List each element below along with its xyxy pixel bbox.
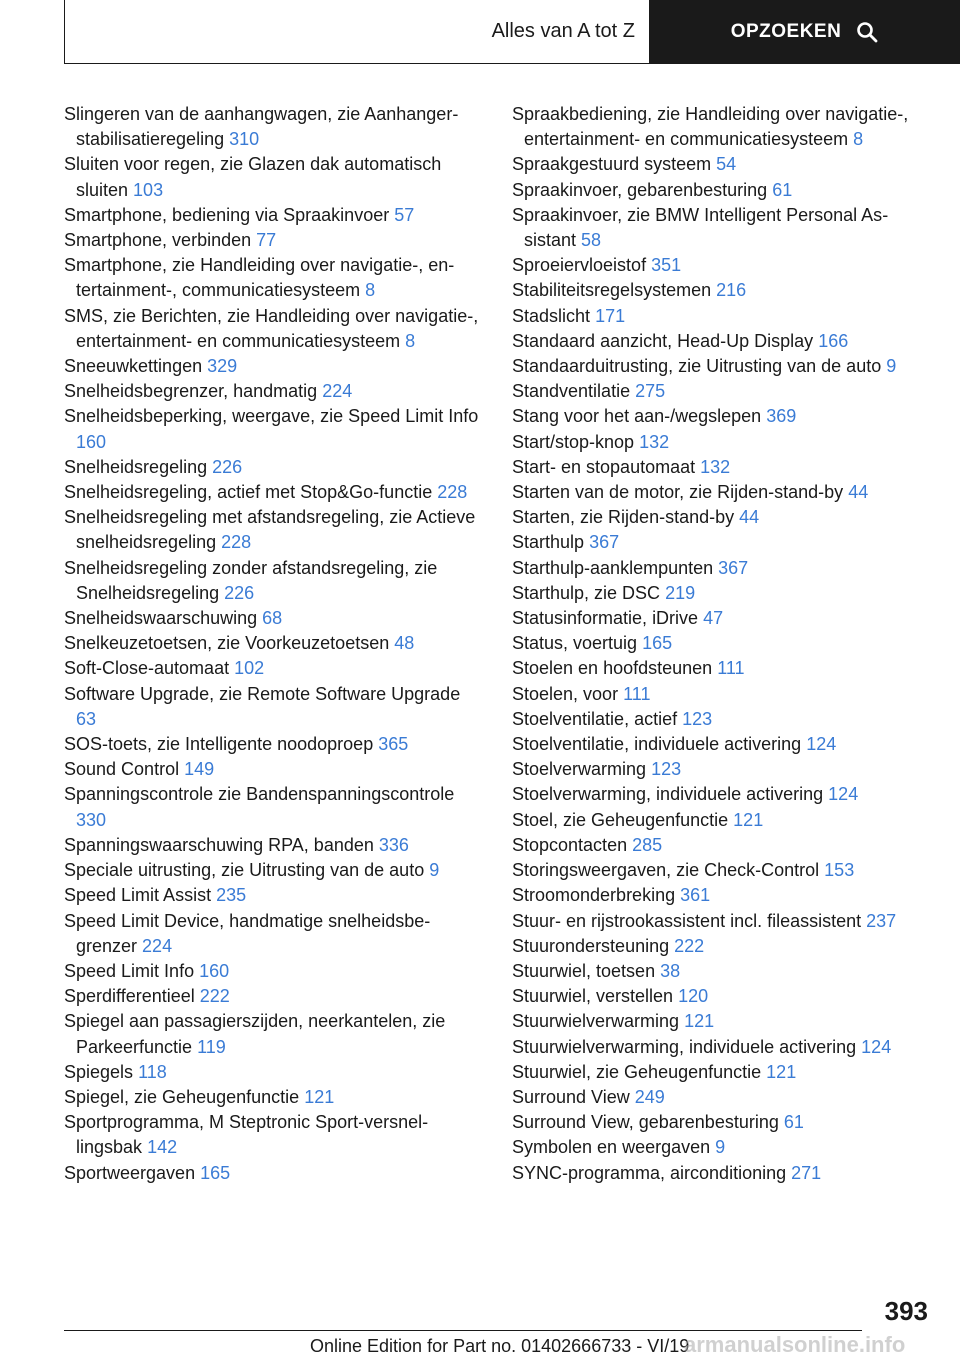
index-entry [64,1110,484,1160]
index-entry [64,480,484,505]
index-entry-text: Storingsweergaven, zie Check-Control [512,860,820,881]
index-entry [64,455,484,480]
index-entry-text: SOS-toets, zie Intelligente noodoproep [64,734,374,755]
page-reference-link[interactable]: 219 [665,582,696,603]
index-entry [512,858,932,883]
index-entry-text: Stuurwielverwarming [512,1011,680,1032]
page-reference-link[interactable]: 121 [304,1086,335,1107]
page-reference-link[interactable]: 365 [378,734,409,755]
index-entry [64,228,484,253]
page-reference-link[interactable]: 224 [322,381,353,402]
index-entry [64,1060,484,1085]
index-entry-text: Stuurwiel, toetsen [512,960,656,981]
page-reference-link[interactable]: 111 [623,683,651,704]
index-entry-text: Software Upgrade, zie Remote Software Upgrade [64,683,461,704]
index-entry [512,102,932,152]
page-reference-link[interactable]: 329 [207,356,238,377]
page-reference-link[interactable]: 121 [733,809,764,830]
index-entry [512,984,932,1009]
page-reference-link[interactable]: 166 [818,330,849,351]
page-reference-link[interactable]: 44 [739,507,760,528]
index-entry-text: SYNC-programma, airconditioning [512,1162,787,1183]
index-entry [64,782,484,832]
index-entry-text: Surround View, gebarenbesturing [512,1112,779,1133]
page-reference-link[interactable]: 57 [394,204,415,225]
page-reference-link[interactable]: 103 [133,179,164,200]
index-entry-text: Snelheidsregeling zonder afstandsregeling, zie Snelheidsregeling [64,557,438,603]
index-entry-text: Sound Control [64,759,180,780]
index-entry [64,102,484,152]
index-entry [64,909,484,959]
index-entry-text: Spanningswaarschuwing RPA, banden [64,834,374,855]
section-tab[interactable] [64,0,650,64]
index-entry-text: Smartphone, zie Handleiding over navigatie-, entertainment-, communicatiesysteem [64,255,455,301]
page-reference-link[interactable]: 77 [256,230,277,251]
index-entry [512,833,932,858]
index-entry [512,782,932,807]
index-column-right [512,102,932,1186]
index-entry-text: Sportweergaven [64,1162,196,1183]
page-reference-link[interactable]: 121 [684,1011,715,1032]
index-entry-text: Starthulp [512,532,585,553]
page-reference-link[interactable]: 47 [703,608,724,629]
page-reference-link[interactable]: 228 [437,482,468,503]
page-reference-link[interactable]: 275 [635,381,666,402]
index-entry [512,379,932,404]
index-entry-text: Stoelventilatie, actief [512,708,678,729]
index-entry [512,278,932,303]
search-icon [855,20,879,44]
index-entry [512,354,932,379]
page-reference-link[interactable]: 123 [682,708,713,729]
index-entry [512,1085,932,1110]
index-entry [512,430,932,455]
index-entry-text: Statusinformatie, iDrive [512,608,699,629]
index-entry [64,556,484,606]
page-reference-link[interactable]: 9 [715,1137,726,1158]
index-entry [512,455,932,480]
search-button[interactable] [650,0,960,64]
index-entry [64,1085,484,1110]
index-entry [64,883,484,908]
index-entry [512,1060,932,1085]
index-entry-text: Sluiten voor regen, zie Glazen dak automatisch sluiten [64,154,442,200]
index-entry-text: Starten van de motor, zie Rijden-stand-by [512,482,844,503]
page-reference-link[interactable]: 124 [861,1036,892,1057]
index-entry-text: Stoelventilatie, individuele activering [512,734,802,755]
index-entry [64,858,484,883]
index-entry [64,354,484,379]
index-entry [512,329,932,354]
index-entry-text: Standventilatie [512,381,631,402]
watermark: armanualsonline.info [684,1332,906,1357]
page-reference-link[interactable]: 149 [184,759,215,780]
index-entry-text: Snelheidsregeling [64,456,208,477]
index-entry-text: Snelheidsregeling, actief met Stop&Go-functie [64,482,433,503]
page-reference-link[interactable]: 160 [76,431,107,452]
page-reference-link[interactable]: 369 [766,406,797,427]
page-reference-link[interactable]: 8 [853,129,864,150]
index-entry-text: Stadslicht [512,305,591,326]
index-entry-text: Slingeren van de aanhangwagen, zie Aanhangerstabilisatieregeling [64,104,459,150]
page-reference-link[interactable]: 48 [394,633,415,654]
index-entry [512,631,932,656]
index-entry [512,909,932,934]
page-reference-link[interactable]: 165 [642,633,673,654]
page-reference-link[interactable]: 9 [429,860,440,881]
footer-divider [64,1330,862,1331]
page-reference-link[interactable]: 132 [700,456,731,477]
page-reference-link[interactable]: 8 [405,330,416,351]
page-reference-link[interactable]: 58 [581,230,602,251]
page-reference-link[interactable]: 38 [660,960,681,981]
index-entry [64,984,484,1009]
page-reference-link[interactable]: 142 [147,1137,178,1158]
page-reference-link[interactable]: 160 [199,960,230,981]
index-entry-text: Status, voertuig [512,633,638,654]
index-entry-text: Stopcontacten [512,834,628,855]
index-entry-text: Stroomonderbreking [512,885,676,906]
index-entry [64,757,484,782]
page-reference-link[interactable]: 367 [718,557,749,578]
page-reference-link[interactable]: 118 [138,1061,167,1082]
index-entry [64,152,484,202]
index-entry-text: Start- en stopautomaat [512,456,696,477]
index-entry-text: Symbolen en weergaven [512,1137,711,1158]
index-entry-text: Snelheidsbegrenzer, handmatig [64,381,318,402]
index-entry-text: Stoel, zie Geheugenfunctie [512,809,729,830]
index-entry-text: Smartphone, bediening via Spraakinvoer [64,204,390,225]
index-entry-text: Stoelverwarming [512,759,647,780]
index-entry-text: Stuurwiel, zie Geheugenfunctie [512,1061,762,1082]
index-entry [512,707,932,732]
page-reference-link[interactable]: 285 [632,834,663,855]
page-reference-link[interactable]: 226 [224,582,255,603]
index-entry-text: Starthulp, zie DSC [512,582,661,603]
index-entry [512,682,932,707]
index-entry-text: Speed Limit Assist [64,885,212,906]
index-entry [512,1035,932,1060]
index-entry-text: Spiegels [64,1061,134,1082]
page-reference-link[interactable]: 165 [200,1162,231,1183]
index-entry [64,732,484,757]
page-reference-link[interactable]: 132 [639,431,670,452]
index-entry [512,1110,932,1135]
index-entry-text: Smartphone, verbinden [64,230,252,251]
index-entry [64,631,484,656]
index-entry [512,304,932,329]
page-reference-link[interactable]: 310 [229,129,260,150]
index-entry [64,833,484,858]
page-reference-link[interactable]: 237 [866,910,897,931]
edition-note: Online Edition for Part no. 01402666733 - VI/19 [310,1336,690,1356]
index-entry-text: Snelkeuzetoetsen, zie Voorkeuzetoetsen [64,633,390,654]
page-reference-link[interactable]: 44 [848,482,869,503]
page-reference-link[interactable]: 228 [221,532,252,553]
index-entry [512,556,932,581]
index-entry [64,505,484,555]
page-reference-link[interactable]: 330 [76,809,107,830]
index-entry [512,581,932,606]
index-entry [512,757,932,782]
index-entry [64,656,484,681]
index-entry [512,203,932,253]
index-entry [512,1009,932,1034]
index-entry-text: Standaarduitrusting, zie Uitrusting van de auto [512,356,882,377]
page-reference-link[interactable]: 226 [212,456,243,477]
page-reference-link[interactable]: 111 [717,658,745,679]
page-reference-link[interactable]: 61 [772,179,793,200]
index-entry-text: Spraakgestuurd systeem [512,154,712,175]
page-reference-link[interactable]: 351 [651,255,682,276]
index-entry [512,253,932,278]
index-entry-text: Sneeuwkettingen [64,356,203,377]
page-reference-link[interactable]: 124 [828,784,859,805]
index-entry-text: Stuurondersteuning [512,935,670,956]
page-reference-link[interactable]: 336 [378,834,409,855]
index-entry-text: Spraakinvoer, gebarenbesturing [512,179,768,200]
page-reference-link[interactable]: 222 [199,986,230,1007]
index-entry-text: Snelheidsbeperking, weergave, zie Speed Limit Info [64,406,479,427]
page-reference-link[interactable]: 123 [651,759,682,780]
page-reference-link[interactable]: 271 [791,1162,822,1183]
index-entry-text: Spanningscontrole zie Bandenspanningscontrole [64,784,455,805]
index-entry [512,656,932,681]
page-reference-link[interactable]: 222 [674,935,705,956]
page-reference-link[interactable]: 361 [680,885,711,906]
index-entry [512,178,932,203]
index-entry [64,304,484,354]
section-tab-label: Alles van A tot Z [491,20,635,42]
index-entry-text: Starthulp-aanklempunten [512,557,714,578]
index-entry-text: Sportprogramma, M Steptronic Sport-versnellingsbak [64,1112,429,1158]
page-reference-link[interactable]: 8 [365,280,376,301]
index-entry [64,379,484,404]
index-entry-text: Stang voor het aan-/wegslepen [512,406,762,427]
index-column-left [64,102,484,1186]
index-entry-text: Speciale uitrusting, zie Uitrusting van de auto [64,860,425,881]
index-entry-text: Stoelverwarming, individuele activering [512,784,824,805]
index-entry-text: Spraakinvoer, zie BMW Intelligent Personal Assistant [512,204,889,251]
index-entry [512,606,932,631]
index-entry [512,959,932,984]
page-reference-link[interactable]: 61 [783,1112,804,1133]
index-entry-text: Sperdifferentieel [64,986,195,1007]
index-entry [512,152,932,177]
page-number: 393 [884,1296,928,1326]
index-entry [64,203,484,228]
index-entry [64,959,484,984]
search-label: OPZOEKEN [730,21,842,42]
index-entry [512,480,932,505]
index-entry-text: Stuurwielverwarming, individuele activering [512,1036,857,1057]
index-entry-text: Start/stop-knop [512,431,635,452]
index-entry-text: Sproeiervloeistof [512,255,647,276]
index-entry-text: Spiegel aan passagierszijden, neerkantelen, zie Parkeerfunctie [64,1011,446,1057]
index-entry-text: Stoelen, voor [512,683,619,704]
index-entry [512,732,932,757]
index-entry [64,682,484,732]
index-entry-text: Standaard aanzicht, Head-Up Display [512,330,814,351]
index-entry-text: Speed Limit Device, handmatige snelheidsbegrenzer [64,910,431,956]
index-entry-text: Stuurwiel, verstellen [512,986,674,1007]
index-entry [64,1161,484,1186]
index-entry [512,505,932,530]
page-reference-link[interactable]: 153 [824,860,855,881]
page-reference-link[interactable]: 224 [142,935,173,956]
index-entry-text: Spiegel, zie Geheugenfunctie [64,1086,300,1107]
index-entry-text: Surround View [512,1086,630,1107]
index-entry [64,253,484,303]
page-reference-link[interactable]: 119 [197,1036,226,1057]
index-entry-text: Stuur- en rijstrookassistent incl. fileassistent [512,910,862,931]
index-entry-text: Spraakbediening, zie Handleiding over navigatie-, entertainment- en communicatiesysteem [512,104,909,150]
page-reference-link[interactable]: 68 [262,608,283,629]
index-entry [64,1009,484,1059]
page-reference-link[interactable]: 249 [634,1086,665,1107]
index-entry-text: Snelheidsregeling met afstandsregeling, zie Actieve snelheidsregeling [64,507,476,553]
index-entry [64,404,484,454]
index-entry [512,934,932,959]
index-entry-text: SMS, zie Berichten, zie Handleiding over navigatie-, entertainment- en communicatiesysteem [64,305,479,351]
index-entry [512,404,932,429]
page-reference-link[interactable]: 216 [716,280,747,301]
page-reference-link[interactable]: 9 [886,356,897,377]
index-entry-text: Stabiliteitsregelsystemen [512,280,712,301]
index-entry-text: Starten, zie Rijden-stand-by [512,507,735,528]
page-reference-link[interactable]: 121 [766,1061,797,1082]
index-entry [512,883,932,908]
index-entry-text: Soft-Close-automaat [64,658,230,679]
index-entry [512,1135,932,1160]
index-entry [64,606,484,631]
page-reference-link[interactable]: 120 [678,986,709,1007]
page-reference-link[interactable]: 54 [716,154,737,175]
page-reference-link[interactable]: 367 [589,532,620,553]
page-header [64,0,960,64]
page-reference-link[interactable]: 171 [595,305,626,326]
page-reference-link[interactable]: 63 [76,708,97,729]
index-entry [512,808,932,833]
page-reference-link[interactable]: 102 [234,658,265,679]
page-reference-link[interactable]: 235 [216,885,247,906]
index-entry-text: Stoelen en hoofdsteunen [512,658,713,679]
index-entry [512,530,932,555]
index-entry [512,1161,932,1186]
index-entry-text: Speed Limit Info [64,960,195,981]
index-entry-text: Snelheidswaarschuwing [64,608,258,629]
page-reference-link[interactable]: 124 [806,734,837,755]
